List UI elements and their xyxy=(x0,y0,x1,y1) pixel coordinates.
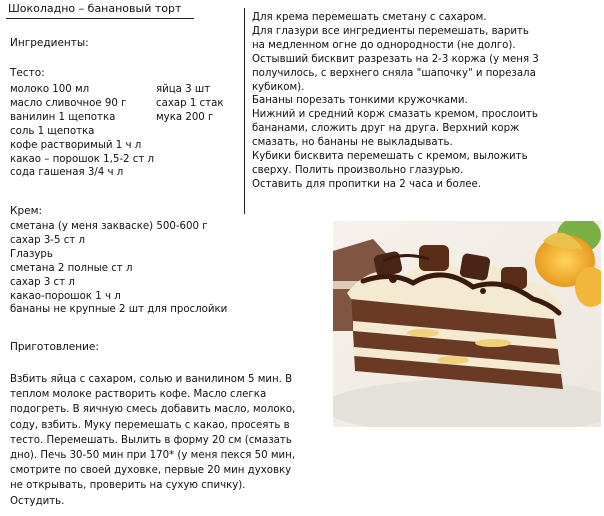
dough-item: сода гашеная 3/4 ч л xyxy=(10,167,124,179)
cream-item: бананы не крупные 2 шт для прослойки xyxy=(10,304,228,316)
prep-line: соду, взбить. Муку перемешать с какао, просеять в xyxy=(10,419,290,431)
dough-item: яйца 3 шт xyxy=(156,84,211,95)
instruction-line: Для глазури все ингредиенты перемешать, варить xyxy=(252,25,529,37)
dough-item: соль 1 щепотка xyxy=(10,125,95,137)
instruction-line: Для крема перемешать сметану с сахаром. xyxy=(252,12,487,23)
prep-line: теплом молоке растворить кофе. Масло слегка xyxy=(10,389,267,401)
cream-item: сметана 2 полные ст л xyxy=(10,262,133,274)
prep-line: не открывать, проверить на сухую спичку). xyxy=(10,480,246,492)
dough-item: кофе растворимый 1 ч л xyxy=(10,139,142,151)
dough-item: сахар 1 стак xyxy=(156,97,224,109)
cake-photo xyxy=(333,221,601,427)
instructions-right-column xyxy=(252,11,539,192)
ingredients-heading: Ингредиенты: xyxy=(10,37,89,49)
dough-list-col2 xyxy=(156,83,223,125)
column-divider xyxy=(244,8,245,214)
prep-line: Остудить. xyxy=(10,495,65,507)
instruction-line: Оставить для пропитки на 2 часа и более. xyxy=(252,178,481,190)
cream-item: сахар 3 ст л xyxy=(10,276,75,288)
title-underline xyxy=(6,18,194,19)
instruction-line: Нижний и средний корж смазать кремом, прослоить xyxy=(252,109,538,121)
dough-item: какао – порошок 1,5-2 ст л xyxy=(10,153,155,165)
instruction-line: кубиком). xyxy=(252,81,305,93)
instruction-line: Остывший бисквит разрезать на 2-3 коржа (у меня 3 xyxy=(252,53,539,65)
instruction-line: смазать, но бананы не выкладывать. xyxy=(252,137,453,149)
preparation-text xyxy=(10,372,295,509)
preparation-heading: Приготовление: xyxy=(10,341,99,353)
instruction-line: бананами, сложить друг на друга. Верхний корж xyxy=(252,123,520,135)
instruction-line: сверху. Полить произвольно глазурью. xyxy=(252,164,464,176)
dough-list-col1 xyxy=(10,83,154,180)
prep-line: Взбить яйца с сахаром, солью и ванилином 5 мин. В xyxy=(10,374,293,385)
dough-item: молоко 100 мл xyxy=(10,84,90,95)
cream-item: сметана (у меня закваске) 500-600 г xyxy=(10,221,208,232)
prep-line: подогреть. В яичную смесь добавить масло, молоко, xyxy=(10,404,296,416)
instruction-line: Кубики бисквита перемешать с кремом, выложить xyxy=(252,151,528,163)
dough-item: мука 200 г xyxy=(156,111,214,123)
dough-item: ванилин 1 щепотка xyxy=(10,111,116,123)
instruction-line: на медленном огне до однородности (не долго). xyxy=(252,39,516,51)
dough-heading: Тесто: xyxy=(10,67,45,79)
prep-line: дно). Печь 30-50 мин при 170* (у меня пекся 50 мин, xyxy=(10,450,296,462)
cream-item: Глазурь xyxy=(10,248,53,260)
cream-item: какао-порошок 1 ч л xyxy=(10,290,121,302)
cream-heading: Крем: xyxy=(10,205,43,217)
recipe-title: Шоколадно – банановый торт xyxy=(8,2,182,15)
cake-slice-photo-icon xyxy=(333,221,601,427)
prep-line: смотрите по своей духовке, первые 20 мин духовку xyxy=(10,465,292,477)
instruction-line: получилось, с верхнего сняла "шапочку" и порезала xyxy=(252,67,536,79)
dough-item: масло сливочное 90 г xyxy=(10,97,127,109)
instruction-line: Бананы порезать тонкими кружочками. xyxy=(252,95,468,107)
cream-list xyxy=(10,220,227,317)
prep-line: тесто. Перемешать. Вылить в форму 20 см (смазать xyxy=(10,434,292,446)
cream-item: сахар 3-5 ст л xyxy=(10,234,85,246)
